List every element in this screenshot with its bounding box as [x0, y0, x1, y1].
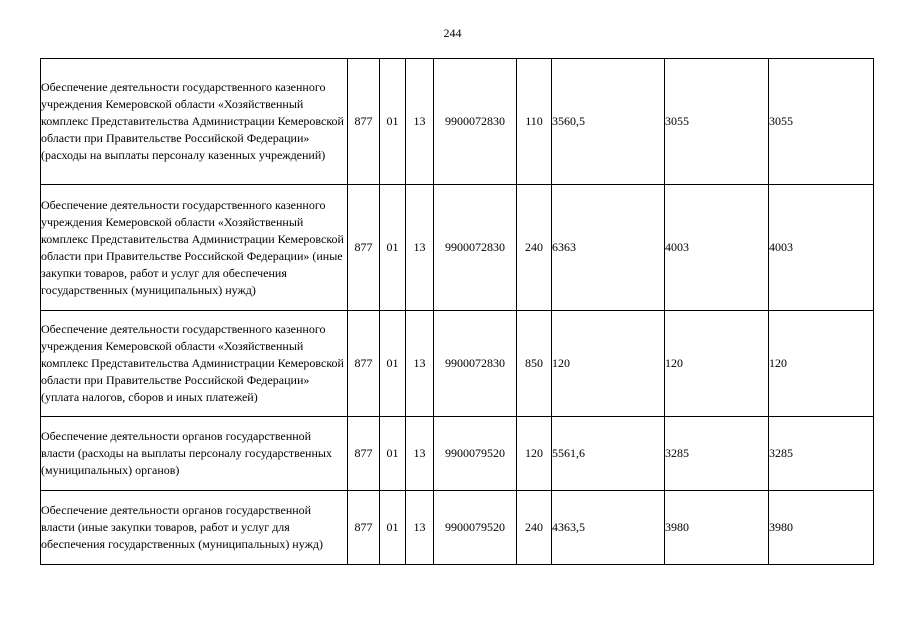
ministry-code: 877 [348, 491, 380, 565]
row-description: Обеспечение деятельности государственного казенного учреждения Кемеровской области «Хозяйственный комплекс Представительства Администрации Кемеровской области при Правительстве Российской Федерации» (уплата налогов, сборов и иных платежей) [41, 311, 348, 417]
target-article-code: 9900072830 [434, 311, 517, 417]
amount-3: 4003 [769, 185, 874, 311]
page-number: 244 [443, 26, 462, 40]
budget-table [40, 58, 874, 565]
amount-3: 3285 [769, 417, 874, 491]
subsection-code: 13 [406, 417, 434, 491]
amount-3: 3055 [769, 59, 874, 185]
amount-1: 4363,5 [552, 491, 665, 565]
subsection-code: 13 [406, 185, 434, 311]
table-row [41, 417, 874, 491]
table-row [41, 59, 874, 185]
amount-2: 3285 [665, 417, 769, 491]
section-code: 01 [380, 59, 406, 185]
table-row [41, 185, 874, 311]
ministry-code: 877 [348, 185, 380, 311]
target-article-code: 9900072830 [434, 59, 517, 185]
table-row [41, 311, 874, 417]
amount-1: 5561,6 [552, 417, 665, 491]
subsection-code: 13 [406, 491, 434, 565]
amount-3: 120 [769, 311, 874, 417]
target-article-code: 9900072830 [434, 185, 517, 311]
amount-1: 120 [552, 311, 665, 417]
ministry-code: 877 [348, 311, 380, 417]
subsection-code: 13 [406, 311, 434, 417]
ministry-code: 877 [348, 59, 380, 185]
expense-type-code: 850 [517, 311, 552, 417]
row-description: Обеспечение деятельности органов государственной власти (расходы на выплаты персоналу государственных (муниципальных) органов) [41, 417, 348, 491]
expense-type-code: 120 [517, 417, 552, 491]
amount-1: 3560,5 [552, 59, 665, 185]
section-code: 01 [380, 417, 406, 491]
section-code: 01 [380, 185, 406, 311]
section-code: 01 [380, 491, 406, 565]
amount-2: 3980 [665, 491, 769, 565]
expense-type-code: 240 [517, 185, 552, 311]
target-article-code: 9900079520 [434, 491, 517, 565]
amount-2: 4003 [665, 185, 769, 311]
amount-3: 3980 [769, 491, 874, 565]
section-code: 01 [380, 311, 406, 417]
table-row [41, 491, 874, 565]
amount-1: 6363 [552, 185, 665, 311]
ministry-code: 877 [348, 417, 380, 491]
subsection-code: 13 [406, 59, 434, 185]
amount-2: 120 [665, 311, 769, 417]
target-article-code: 9900079520 [434, 417, 517, 491]
expense-type-code: 110 [517, 59, 552, 185]
row-description: Обеспечение деятельности органов государственной власти (иные закупки товаров, работ и услуг для обеспечения государственных (муниципальных) нужд) [41, 491, 348, 565]
row-description: Обеспечение деятельности государственного казенного учреждения Кемеровской области «Хозяйственный комплекс Представительства Администрации Кемеровской области при Правительстве Российской Федерации» (расходы на выплаты персоналу казенных учреждений) [41, 59, 348, 185]
amount-2: 3055 [665, 59, 769, 185]
row-description: Обеспечение деятельности государственного казенного учреждения Кемеровской области «Хозяйственный комплекс Представительства Администрации Кемеровской области при Правительстве Российской Федерации» (иные закупки товаров, работ и услуг для обеспечения государственных (муниципальных) нужд) [41, 185, 348, 311]
expense-type-code: 240 [517, 491, 552, 565]
